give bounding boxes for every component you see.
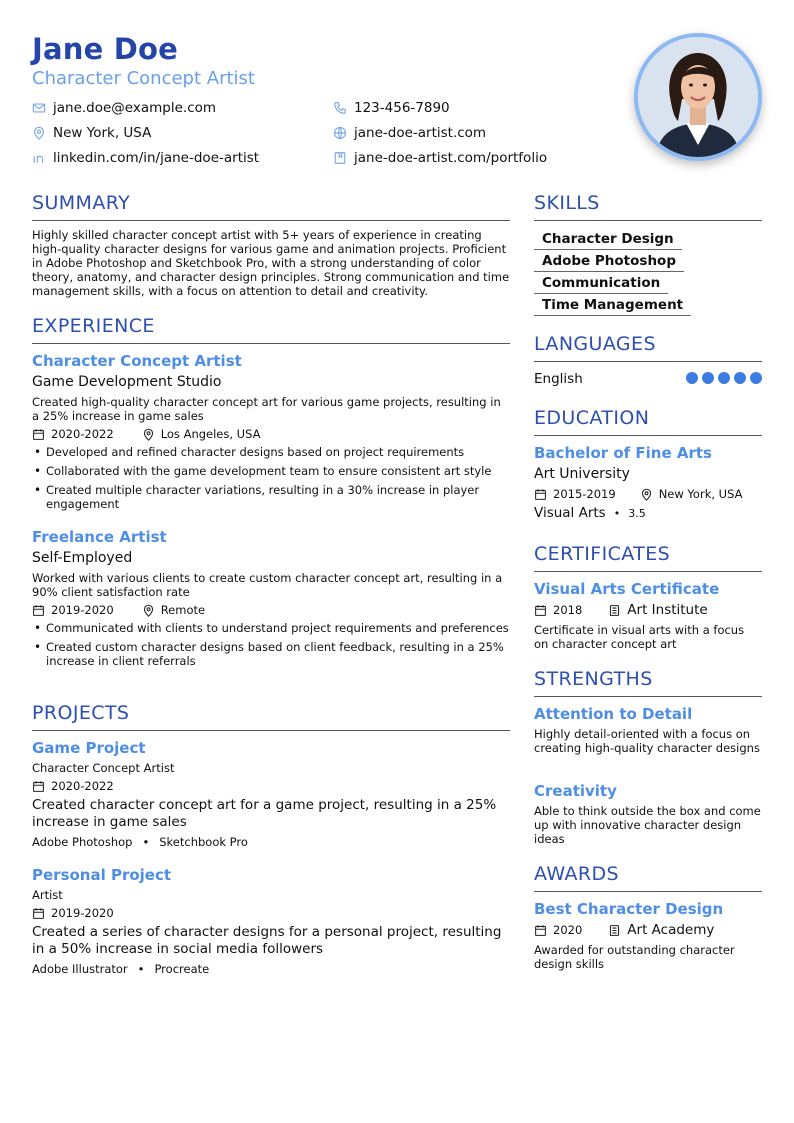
calendar-icon (32, 428, 45, 441)
skills-list (534, 228, 762, 316)
education-location: New York, USA (658, 487, 743, 501)
summary-heading: SUMMARY (32, 192, 510, 221)
project-dates: 2020-2022 (51, 779, 114, 793)
list-item: • Created multiple character variations, resulting in a 30% increase in player engagement (32, 483, 510, 511)
tag: Sketchbook Pro (159, 835, 248, 849)
list-item: • Collaborated with the game development team to ensure consistent art style (32, 464, 510, 478)
list-item: • Created custom character designs based on client feedback, resulting in a 25% increase in client referrals (32, 640, 510, 668)
job-title-1: Character Concept Artist (32, 352, 242, 370)
location-pin-icon (142, 428, 155, 441)
project-description-1: Created character concept art for a game project, resulting in a 25% increase in game sales (32, 797, 497, 830)
mail-icon (32, 101, 46, 115)
calendar-icon (534, 924, 547, 937)
certificate-issuer: Art Institute (627, 602, 708, 618)
certificate-title: Visual Arts Certificate (534, 580, 720, 598)
calendar-icon (534, 604, 547, 617)
skills-heading: SKILLS (534, 192, 762, 221)
degree: Bachelor of Fine Arts (534, 444, 712, 462)
project-tags-1: Adobe Photoshop • Sketchbook Pro (32, 835, 248, 849)
education-heading: EDUCATION (534, 407, 762, 436)
portfolio-text: jane-doe-artist.com/portfolio (354, 150, 548, 166)
calendar-icon (32, 907, 45, 920)
language-row (534, 369, 762, 388)
education-field-row: Visual Arts • 3.5 (534, 505, 646, 521)
strength-title-1: Attention to Detail (534, 705, 693, 723)
job-location: Los Angeles, USA (160, 427, 261, 441)
education-meta (534, 487, 762, 501)
summary-text: Highly skilled character concept artist with 5+ years of experience in creating high-quality character designs for various game and animation projects. Proficient in Adobe Photoshop and Sketchbook Pro, with a strong understanding of color theory, anatomy, and character design principles. Strong communication and time management skills, with a focus on attention to detail and creativity. (32, 228, 510, 298)
award-meta (534, 922, 762, 938)
phone-text: 123-456-7890 (354, 100, 450, 116)
language-level-dot (750, 372, 762, 384)
project-dates: 2019-2020 (51, 906, 114, 920)
skill-item: Communication (534, 275, 668, 294)
job-bullets-2 (32, 621, 510, 668)
skill-item: Character Design (534, 231, 682, 250)
education-dates: 2015-2019 (553, 487, 616, 501)
strength-description-2: Able to think outside the box and come up with innovative character design ideas (534, 804, 761, 846)
school: Art University (534, 466, 630, 482)
language-level-dot (686, 372, 698, 384)
portfolio-book-icon (333, 151, 347, 165)
job-meta-1 (32, 427, 510, 441)
certificate-meta (534, 602, 762, 618)
education-field: Visual Arts (534, 505, 606, 521)
certificate-year: 2018 (553, 603, 583, 617)
award-year: 2020 (553, 923, 583, 937)
phone-icon (333, 101, 347, 115)
award-title: Best Character Design (534, 900, 724, 918)
strength-title-2: Creativity (534, 782, 617, 800)
skill-item: Time Management (534, 297, 691, 316)
tag: Procreate (154, 962, 210, 976)
job-meta-2 (32, 603, 510, 617)
language-level-dots (682, 369, 762, 388)
projects-heading: PROJECTS (32, 702, 510, 731)
location-pin-icon (32, 126, 46, 140)
list-item: • Developed and refined character designs based on project requirements (32, 445, 510, 459)
job-title-2: Freelance Artist (32, 528, 167, 546)
institution-icon (608, 604, 621, 617)
education-gpa: 3.5 (628, 506, 646, 520)
globe-icon (333, 126, 347, 140)
experience-heading: EXPERIENCE (32, 315, 510, 344)
job-location: Remote (160, 603, 206, 617)
candidate-name: Jane Doe (32, 32, 179, 66)
location-pin-icon (640, 488, 653, 501)
contact-website[interactable] (333, 125, 486, 141)
job-description-2: Worked with various clients to create custom character concept art, resulting in a 90% client satisfaction rate (32, 571, 503, 599)
language-level-dot (734, 372, 746, 384)
location-pin-icon (142, 604, 155, 617)
contact-linkedin[interactable] (32, 150, 259, 166)
tag: Adobe Photoshop (32, 835, 133, 849)
linkedin-icon (32, 151, 46, 165)
award-issuer: Art Academy (627, 922, 715, 938)
list-item: • Communicated with clients to understand project requirements and preferences (32, 621, 510, 635)
job-description-1: Created high-quality character concept art for various game projects, resulting in a 25% increase in game sales (32, 395, 501, 423)
project-description-2: Created a series of character designs for a personal project, resulting in a 50% increase in social media followers (32, 924, 502, 957)
company-2: Self-Employed (32, 550, 133, 566)
profile-photo (634, 33, 762, 161)
job-bullets-1 (32, 445, 510, 511)
language-name: English (534, 370, 583, 387)
email-text: jane.doe@example.com (53, 100, 217, 116)
project-role-2: Artist (32, 888, 63, 902)
calendar-icon (32, 780, 45, 793)
project-role-1: Character Concept Artist (32, 761, 175, 775)
awards-heading: AWARDS (534, 863, 762, 892)
project-tags-2: Adobe Illustrator • Procreate (32, 962, 210, 976)
contact-portfolio[interactable] (333, 150, 547, 166)
language-level-dot (702, 372, 714, 384)
website-text: jane-doe-artist.com (354, 125, 487, 141)
strength-description-1: Highly detail-oriented with a focus on creating high-quality character designs (534, 727, 760, 755)
tag: Adobe Illustrator (32, 962, 128, 976)
project-meta-1 (32, 779, 510, 793)
contact-phone[interactable] (333, 100, 450, 116)
award-description: Awarded for outstanding character design skills (534, 943, 735, 971)
project-meta-2 (32, 906, 510, 920)
linkedin-text: linkedin.com/in/jane-doe-artist (53, 150, 260, 166)
institution-icon (608, 924, 621, 937)
contact-email[interactable] (32, 100, 216, 116)
company-1: Game Development Studio (32, 374, 222, 390)
skill-item: Adobe Photoshop (534, 253, 684, 272)
certificates-heading: CERTIFICATES (534, 543, 762, 572)
project-title-2: Personal Project (32, 866, 172, 884)
job-dates: 2019-2020 (51, 603, 114, 617)
contact-location (32, 125, 151, 141)
calendar-icon (32, 604, 45, 617)
certificate-description: Certificate in visual arts with a focus on character concept art (534, 623, 745, 651)
languages-heading: LANGUAGES (534, 333, 762, 362)
strengths-heading: STRENGTHS (534, 668, 762, 697)
job-title: Character Concept Artist (32, 68, 255, 89)
language-level-dot (718, 372, 730, 384)
project-title-1: Game Project (32, 739, 146, 757)
location-text: New York, USA (53, 125, 152, 141)
job-dates: 2020-2022 (51, 427, 114, 441)
calendar-icon (534, 488, 547, 501)
